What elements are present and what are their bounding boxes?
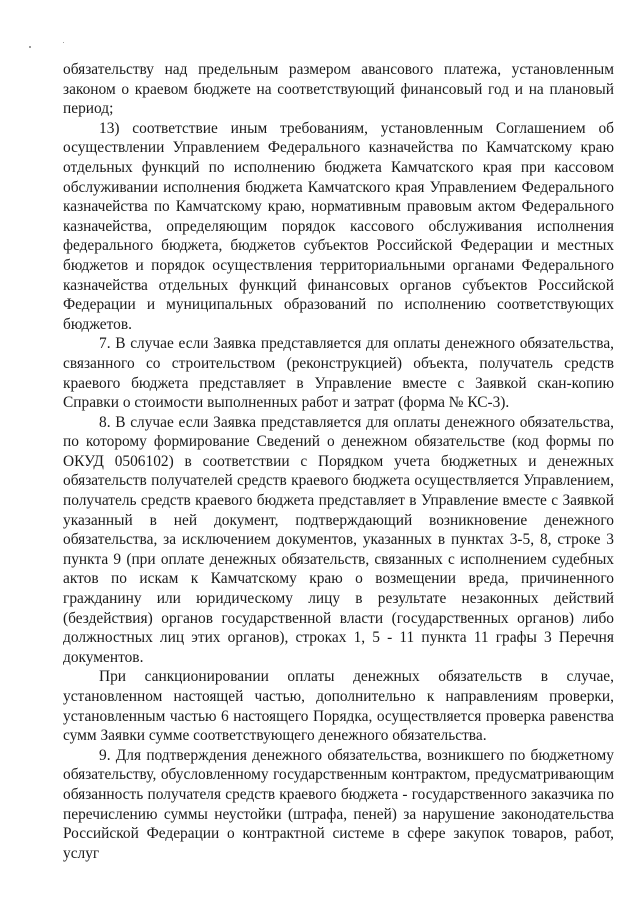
document-body <box>63 60 614 863</box>
paragraph-section-8-sanction: При санкционировании оплаты денежных обязательств в случае, установленном настоящей частью, дополнительно к направлениям проверки, установленным частью 6 настоящего Порядка, осуществляется проверка равенства сумм Заявки сумме соответствующего денежного обязательства. <box>63 668 614 745</box>
paragraph-section-9: 9. Для подтверждения денежного обязательства, возникшего по бюджетному обязательству, обусловленному государственным контрактом, предусматривающим обязанность получателя средств краевого бюджета - государственного заказчика по перечислению суммы неустойки (штрафа, пеней) за нарушение законодательства Российской Федерации о контрактной системе в сфере закупок товаров, работ, услуг <box>63 746 614 862</box>
paragraph-item-13: 13) соответствие иным требованиям, установленным Соглашением об осуществлении Управлением Федерального казначейства по Камчатскому краю отдельных функций по исполнению бюджета Камчатского края при кассовом обслуживании исполнения бюджета Камчатского края Управлением Федерального казначейства по Камчатскому краю, нормативным правовым актом Федерального казначейства, определяющим порядок кассового обслуживания исполнения федерального бюджета, бюджетов субъектов Российской Федерации и местных бюджетов и порядок осуществления территориальными органами Федерального казначейства отдельных функций финансовых органов субъектов Российской Федерации и муниципальных образований по исполнению соответствующих бюджетов. <box>63 119 614 333</box>
paragraph-section-8: 8. В случае если Заявка представляется для оплаты денежного обязательства, по которому формирование Сведений о денежном обязательстве (код формы по ОКУД 0506102) в соответствии с Порядком учета бюджетных и денежных обязательств получателей средств краевого бюджета осуществляется Управлением, получатель средств краевого бюджета представляет в Управление вместе с Заявкой указанный в ней документ, подтверждающий возникновение денежного обязательства, за исключением документов, указанных в пунктах 3-5, 8, строке 3 пункта 9 (при оплате денежных обязательств, связанных с исполнением судебных актов по искам к Камчатскому краю о возмещении вреда, причиненного гражданину или юридическому лицу в результате незаконных действий (бездействия) органов государственной власти (государственных органов) либо должностных лиц этих органов), строках 1, 5 - 11 пункта 11 графы 3 Перечня документов. <box>63 413 614 666</box>
scan-speck <box>29 46 31 48</box>
paragraph-section-7: 7. В случае если Заявка представляется для оплаты денежного обязательства, связанного со строительством (реконструкцией) объекта, получатель средств краевого бюджета представляет в Управление вместе с Заявкой скан-копию Справки о стоимости выполненных работ и затрат (форма № КС-3). <box>63 335 614 412</box>
paragraph-continuation: обязательству над предельным размером авансового платежа, установленным законом о краевом бюджете на соответствующий финансовый год и на плановый период; <box>63 61 614 118</box>
scan-speck-small <box>63 42 64 43</box>
